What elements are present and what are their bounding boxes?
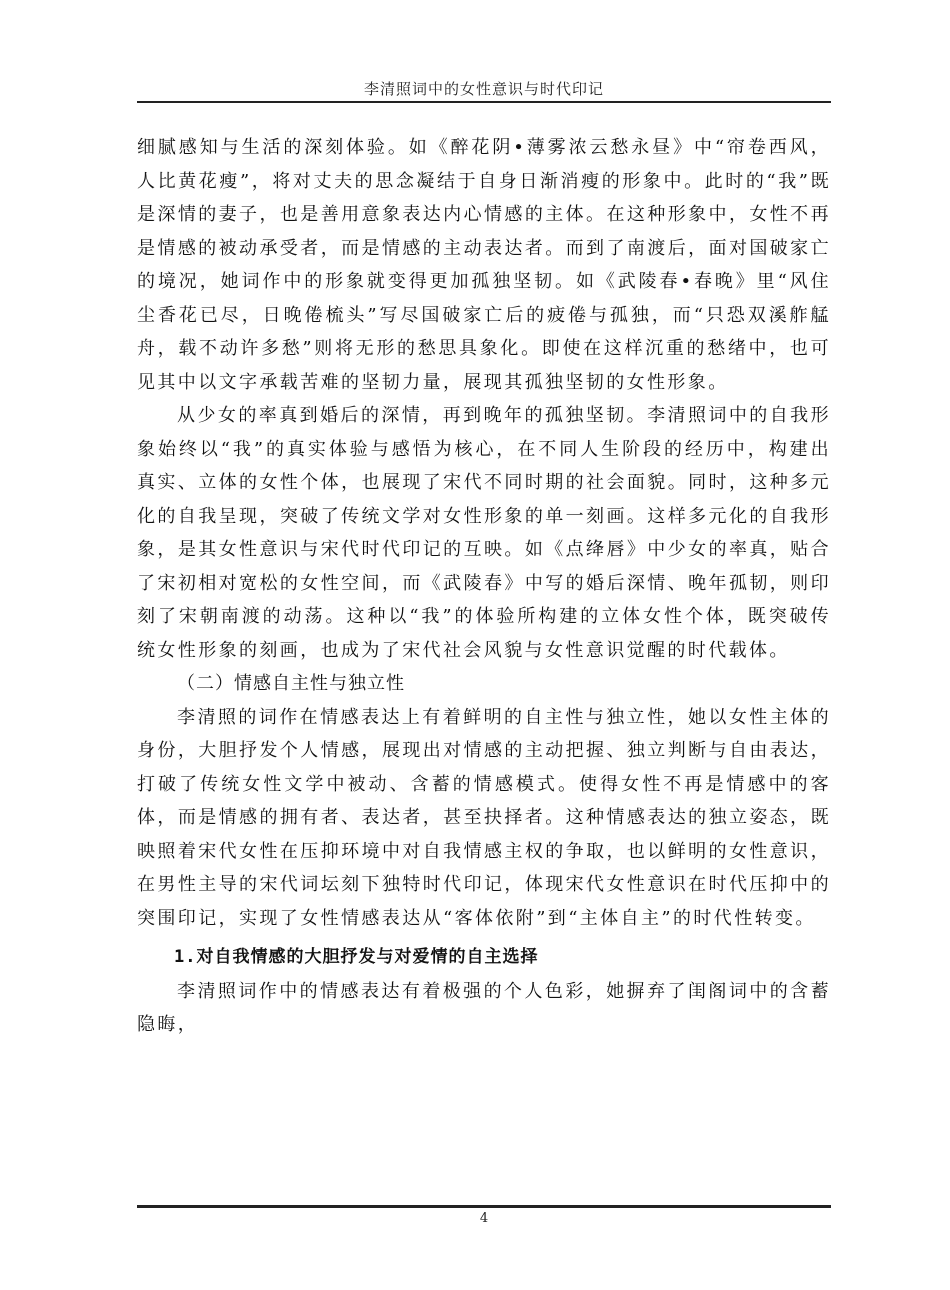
page-number: 4 (479, 1211, 489, 1226)
subsection-heading: 1.对自我情感的大胆抒发与对爱情的自主选择 (174, 947, 539, 967)
body-paragraph-1: 细腻感知与生活的深刻体验。如《醉花阴•薄雾浓云愁永昼》中“帘卷西风，人比黄花瘦”，将对丈夫的思念凝结于自身日渐消瘦的形象中。此时的“我”既是深情的妻子，也是善用意象表达内心情感的主体。在这种形象中，女性不再是情感的被动承受者，而是情感的主动表达者。而到了南渡后，面对国破家亡的境况，她词作中的形象就变得更加孤独坚韧。如《武陵春•春晚》里“风住尘香花已尽，日晚倦梳头”写尽国破家亡后的疲倦与孤独，而“只恐双溪舴艋舟，载不动许多愁”则将无形的愁思具象化。即使在这样沉重的愁绪中，也可见其中以文字承载苦难的坚韧力量，展现其孤独坚韧的女性形象。 (137, 137, 831, 393)
page-body (137, 131, 831, 1042)
running-header-title: 李清照词中的女性意识与时代印记 (363, 80, 604, 98)
body-paragraph-4: 李清照词作中的情感表达有着极强的个人色彩，她摒弃了闺阁词中的含蓄隐晦， (137, 980, 831, 1035)
header-rule (137, 101, 831, 103)
footer-rule (137, 1205, 831, 1208)
body-paragraph-2: 从少女的率真到婚后的深情，再到晚年的孤独坚韧。李清照词中的自我形象始终以“我”的真实体验与感悟为核心，在不同人生阶段的经历中，构建出真实、立体的女性个体，也展现了宋代不同时期的社会面貌。同时，这种多元化的自我呈现，突破了传统文学对女性形象的单一刻画。这样多元化的自我形象，是其女性意识与宋代时代印记的互映。如《点绛唇》中少女的率真，贴合了宋初相对宽松的女性空间，而《武陵春》中写的婚后深情、晚年孤韧，则印刻了宋朝南渡的动荡。这种以“我”的体验所构建的立体女性个体，既突破传统女性形象的刻画，也成为了宋代社会风貌与女性意识觉醒的时代载体。 (137, 405, 831, 661)
section-heading: （二）情感自主性与独立性 (177, 673, 405, 694)
body-paragraph-3: 李清照的词作在情感表达上有着鲜明的自主性与独立性，她以女性主体的身份，大胆抒发个人情感，展现出对情感的主动把握、独立判断与自由表达，打破了传统女性文学中被动、含蓄的情感模式。使得女性不再是情感中的客体，而是情感的拥有者、表达者，甚至抉择者。这种情感表达的独立姿态，既映照着宋代女性在压抑环境中对自我情感主权的争取，也以鲜明的女性意识，在男性主导的宋代词坛刻下独特时代印记，体现宋代女性意识在时代压抑中的突围印记，实现了女性情感表达从“客体依附”到“主体自主”的时代性转变。 (137, 706, 831, 929)
